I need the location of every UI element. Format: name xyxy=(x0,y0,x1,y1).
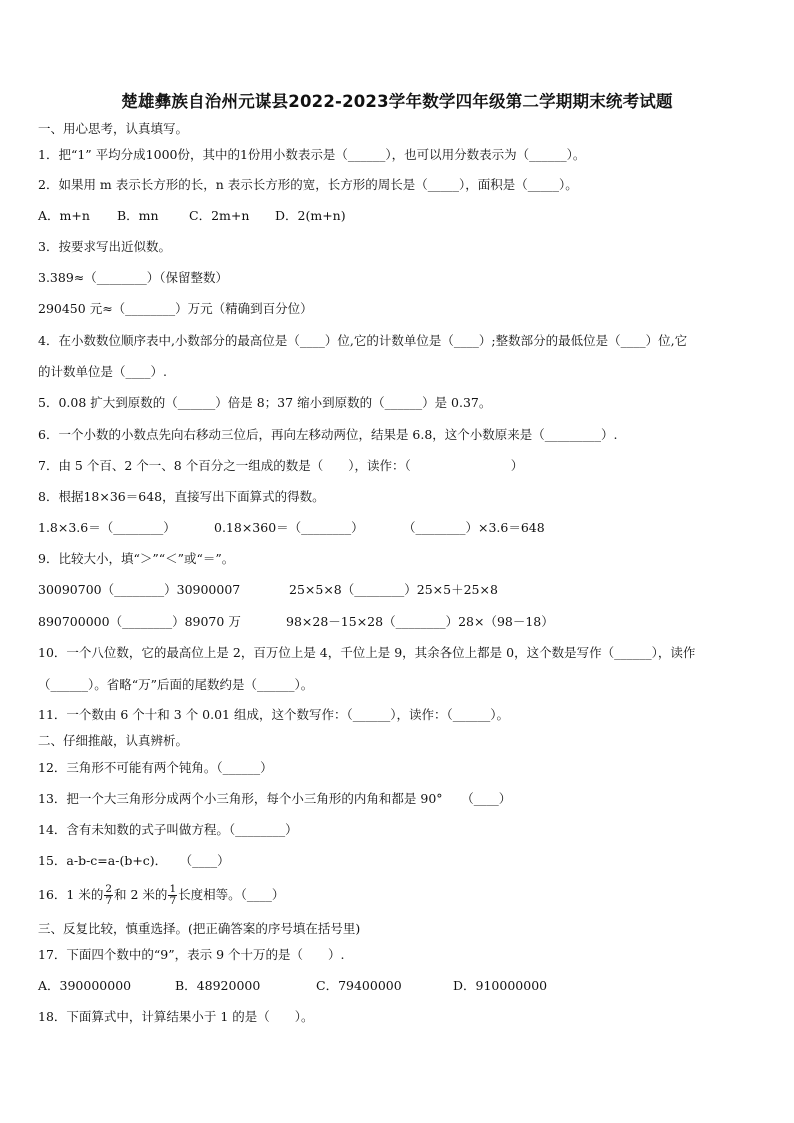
question-8-part-b: 0.18×360＝（________） xyxy=(214,520,364,535)
question-7: 7．由 5 个百、2 个一、8 个百分之一组成的数是（ ），读作：（ ） xyxy=(38,458,524,473)
option-c: C．79400000 xyxy=(316,978,402,993)
section-heading-3: 三、反复比较，慎重选择。(把正确答案的序号填在括号里) xyxy=(38,921,361,936)
question-16 xyxy=(38,881,758,909)
question-1: 1．把“1” 平均分成1000份，其中的1份用小数表示是（______），也可以用分数表示为（______）。 xyxy=(38,147,586,162)
question-13: 13．把一个大三角形分成两个小三角形，每个小三角形的内角和都是 90° （____） xyxy=(38,791,512,806)
option-b: B．mn xyxy=(117,208,159,223)
question-3-part-a: 3.389≈（________）（保留整数） xyxy=(38,270,229,285)
section-heading-1: 一、用心思考，认真填写。 xyxy=(38,121,189,136)
question-9-part-d: 98×28－15×28（________）28×（98－18） xyxy=(286,614,554,629)
option-d: D．910000000 xyxy=(453,978,548,993)
fraction-numerator: 1 xyxy=(169,883,177,895)
question-16-text-end: 长度相等。（____） xyxy=(178,887,285,902)
question-10-line-2: （______）。省略“万”后面的尾数约是（______）。 xyxy=(38,677,314,692)
question-11: 11．一个数由 6 个十和 3 个 0.01 组成，这个数写作：（______），读作：（______）。 xyxy=(38,707,509,722)
question-3-part-b: 290450 元≈（________）万元（精确到百分位） xyxy=(38,301,313,316)
question-9-part-b: 25×5×8（________）25×5＋25×8 xyxy=(289,582,498,597)
question-5: 5．0.08 扩大到原数的（______）倍是 8；37 缩小到原数的（______）是 0.37。 xyxy=(38,395,492,410)
question-4-line-2: 的计数单位是（____）. xyxy=(38,364,167,379)
question-6: 6．一个小数的小数点先向右移动三位后，再向左移动两位，结果是 6.8，这个小数原来是（_________）. xyxy=(38,427,618,442)
question-14: 14．含有未知数的式子叫做方程。（________） xyxy=(38,822,298,837)
question-8: 8．根据18×36＝648，直接写出下面算式的得数。 xyxy=(38,489,325,504)
page-title: 楚雄彝族自治州元谋县2022-2023学年数学四年级第二学期期末统考试题 xyxy=(121,92,673,111)
option-d: D．2(m+n) xyxy=(275,208,346,223)
fraction-denominator: 7 xyxy=(105,895,113,907)
question-2: 2．如果用 m 表示长方形的长，n 表示长方形的宽，长方形的周长是（_____），面积是（_____）。 xyxy=(38,177,578,192)
question-12: 12．三角形不可能有两个钝角。（______） xyxy=(38,760,273,775)
question-16-text-start: 16．1 米的 xyxy=(38,887,104,902)
option-a: A．390000000 xyxy=(38,978,132,993)
section-heading-2: 二、仔细推敲，认真辨析。 xyxy=(38,733,189,748)
question-9: 9．比较大小，填“＞”“＜”或“＝”。 xyxy=(38,551,235,566)
question-4-line-1: 4．在小数数位顺序表中,小数部分的最高位是（____）位,它的计数单位是（____）;整数部分的最低位是（____）位,它 xyxy=(38,333,688,348)
question-17: 17．下面四个数中的“9”，表示 9 个十万的是（ ）. xyxy=(38,947,345,962)
question-8-part-a: 1.8×3.6＝（________） xyxy=(38,520,176,535)
option-a: A．m+n xyxy=(38,208,90,223)
question-9-part-a: 30090700（________）30900007 xyxy=(38,582,241,597)
question-8-part-c: （________）×3.6＝648 xyxy=(403,520,545,535)
fraction-two-sevenths xyxy=(104,884,113,907)
question-15: 15．a-b-c=a-(b+c)． （____） xyxy=(38,853,230,868)
question-10-line-1: 10．一个八位数，它的最高位上是 2，百万位上是 4，千位上是 9，其余各位上都是 0，这个数是写作（______），读作 xyxy=(38,645,696,660)
fraction-denominator: 7 xyxy=(169,895,177,907)
question-16-text-middle: 和 2 米的 xyxy=(114,887,168,902)
option-b: B．48920000 xyxy=(175,978,261,993)
question-9-part-c: 890700000（________）89070 万 xyxy=(38,614,241,629)
question-18: 18．下面算式中，计算结果小于 1 的是（ ）。 xyxy=(38,1009,314,1024)
question-3: 3．按要求写出近似数。 xyxy=(38,239,171,254)
fraction-numerator: 2 xyxy=(105,883,113,895)
option-c: C．2m+n xyxy=(189,208,250,223)
fraction-one-seventh xyxy=(168,884,177,907)
